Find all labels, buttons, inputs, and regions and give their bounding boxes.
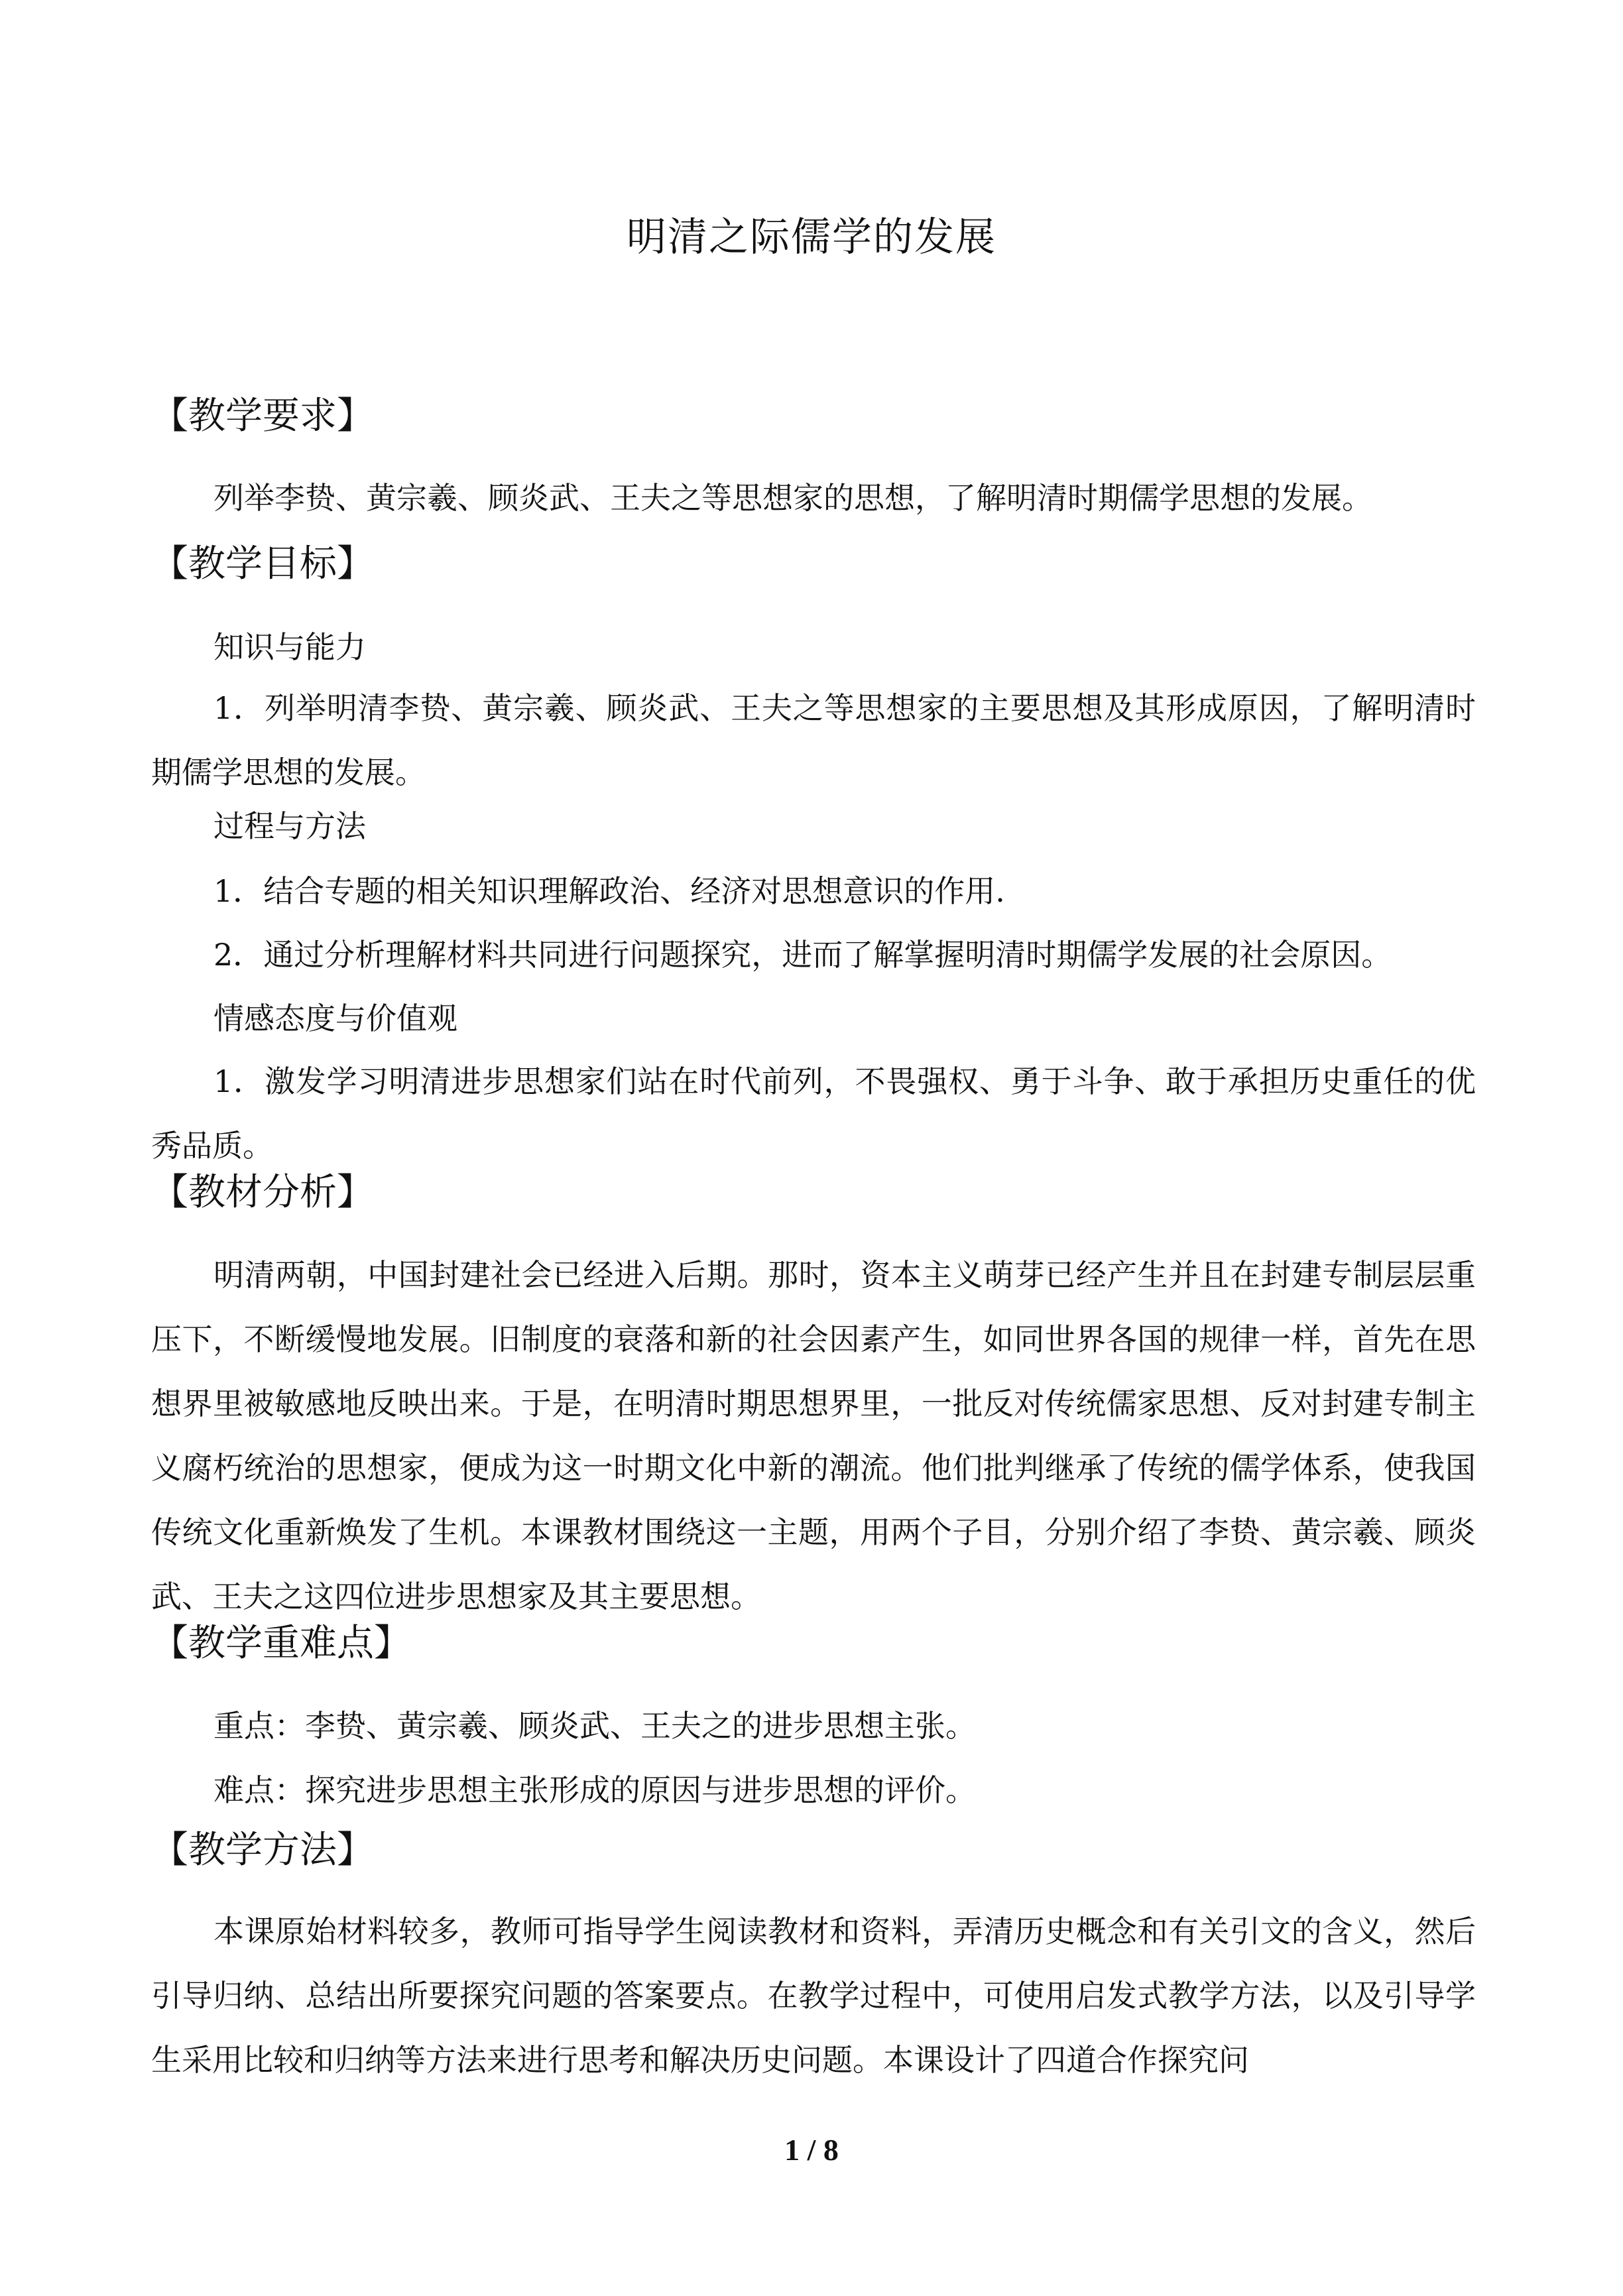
analysis-paragraph: 明清两朝，中国封建社会已经进入后期。那时，资本主义萌芽已经产生并且在封建专制层层重压下，不断缓慢地发展。旧制度的衰落和新的社会因素产生，如同世界各国的规律一样，首先在思想界里被敏感地反映出来。于是，在明清时期思想界里，一批反对传统儒家思想、反对封建专制主义腐朽统治的思想家，便成为这一时期文化中新的潮流。他们批判继承了传统的儒学体系，使我国传统文化重新焕发了生机。本课教材围绕这一主题，用两个子目，分别介绍了李贽、黄宗羲、顾炎武、王夫之这四位进步思想家及其主要思想。 <box>151 1257 1476 1614</box>
section-heading-objectives: 【教学目标】 <box>151 542 374 585</box>
requirements-paragraph: 列举李贽、黄宗羲、顾炎武、王夫之等思想家的思想，了解明清时期儒学思想的发展。 <box>213 480 1372 516</box>
objectives-emotion-label: 情感态度与价值观 <box>213 1000 457 1036</box>
objectives-knowledge-label: 知识与能力 <box>213 629 366 665</box>
section-heading-key-points: 【教学重难点】 <box>151 1622 411 1665</box>
methods-paragraph: 本课原始材料较多，教师可指导学生阅读教材和资料，弄清历史概念和有关引文的含义，然后引导归纳、总结出所要探究问题的答案要点。在教学过程中，可使用启发式教学方法，以及引导学生采用比较和归纳等方法来进行思考和解决历史问题。本课设计了四道合作探究问 <box>151 1913 1476 2078</box>
objectives-process-item-1: 1．结合专题的相关知识理解政治、经济对思想意识的作用. <box>213 873 1005 909</box>
key-point-text: 重点：李贽、黄宗羲、顾炎武、王夫之的进步思想主张。 <box>213 1708 976 1744</box>
objectives-process-item-2: 2．通过分析理解材料共同进行问题探究，进而了解掌握明清时期儒学发展的社会原因。 <box>213 937 1392 973</box>
difficult-point-text: 难点：探究进步思想主张形成的原因与进步思想的评价。 <box>213 1772 976 1808</box>
page-number: 1 / 8 <box>784 2133 839 2167</box>
objectives-emotion-item-1: 1．激发学习明清进步思想家们站在时代前列，不畏强权、勇于斗争、敢于承担历史重任的优秀品质。 <box>151 1063 1476 1164</box>
section-heading-methods: 【教学方法】 <box>151 1829 374 1872</box>
section-heading-requirements: 【教学要求】 <box>151 394 374 438</box>
section-heading-analysis: 【教材分析】 <box>151 1171 374 1214</box>
page-title: 明清之际儒学的发展 <box>627 214 996 261</box>
objectives-knowledge-item-1: 1．列举明清李贽、黄宗羲、顾炎武、王夫之等思想家的主要思想及其形成原因，了解明清时期儒学思想的发展。 <box>151 690 1476 790</box>
objectives-process-label: 过程与方法 <box>213 808 366 844</box>
